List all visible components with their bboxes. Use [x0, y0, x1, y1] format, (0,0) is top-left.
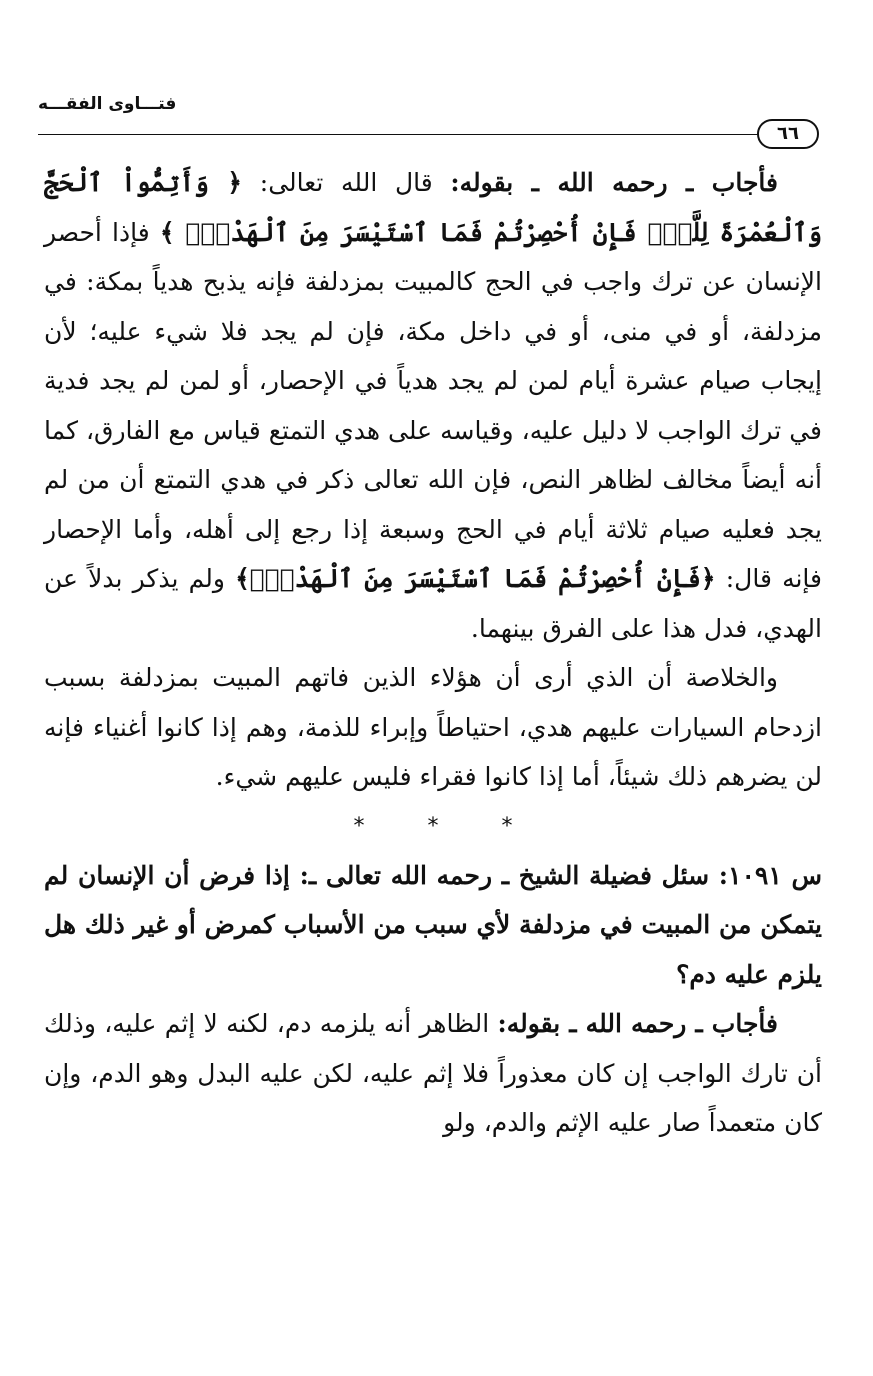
section-separator: * * *	[353, 813, 541, 839]
answer-lead-2: فأجاب ـ رحمه الله ـ بقوله:	[497, 1009, 778, 1038]
page-number: ٦٦	[757, 119, 819, 149]
question-paragraph: س ١٠٩١: سئل فضيلة الشيخ ـ رحمه الله تعالى ـ: إذا فرض أن الإنسان لم يتمكن من المبيت في مزدلفة لأي سبب من الأسباب كمرض أو غير ذلك هل يلزم عليه دم؟	[44, 860, 822, 989]
answer-paragraph-2	[44, 999, 822, 1148]
page-body	[44, 158, 822, 1148]
answer-text-part-2: فإذا أحصر الإنسان عن ترك واجب في الحج كالمبيت بمزدلفة فإنه يذبح هدياً بمكة: في مزدلفة، أو في منى، أو في داخل مكة، فإن لم يجد فلا شيء عليه؛ لأن إيجاب صيام عشرة أيام لمن لم يجد هدياً في الإحصار، أو لمن لم يجد فدية في ترك الواجب لا دليل عليه، وقياسه على هدي التمتع قياس مع الفارق، كما أنه أيضاً مخالف لظاهر النص، فإن الله تعالى ذكر في هدي التمتع أن من لم يجد فعليه صيام ثلاثة أيام في الحج وسبعة إذا رجع إلى أهله، وأما الإحصار فإنه قال:	[44, 217, 822, 593]
quran-verse-2: ﴿فَإِنْ أُحْصِرْتُمْ فَمَا ٱسْتَيْسَرَ مِنَ ٱلْهَدْيِۖ﴾	[235, 564, 716, 593]
running-title: فتـــاوى الفقـــه	[38, 94, 177, 114]
answer-text-part-3: ولم يذكر بدلاً عن الهدي، فدل هذا على الفرق بينهما.	[44, 564, 822, 643]
header-rule	[38, 134, 758, 135]
answer-lead: فأجاب ـ رحمه الله ـ بقوله:	[450, 168, 778, 197]
conclusion-paragraph: والخلاصة أن الذي أرى أن هؤلاء الذين فاتهم المبيت بمزدلفة بسبب ازدحام السيارات عليهم هدي، احتياطاً وإبراء للذمة، وهم إذا كانوا أغنياء فإنه لن يضرهم ذلك شيئاً، أما إذا كانوا فقراء فليس عليهم شيء.	[44, 663, 822, 791]
answer-paragraph-1	[44, 158, 822, 653]
answer-text-2: الظاهر أنه يلزمه دم، لكنه لا إثم عليه، وذلك أن تارك الواجب إن كان معذوراً فلا إثم عليه، لكن عليه البدل وهو الدم، وإن كان متعمداً صار عليه الإثم والدم، ولو	[44, 1009, 822, 1137]
answer-text-part-1: قال الله تعالى:	[242, 168, 451, 197]
quran-verse-1: ﴿ وَأَتِمُّواْ ٱلْحَجَّ وَٱلْعُمْرَةَ لِلَّهِۚ فَإِنْ أُحْصِرْتُمْ فَمَا ٱسْتَيْسَرَ مِنَ ٱلْهَدْيِۖ ﴾	[44, 168, 822, 247]
